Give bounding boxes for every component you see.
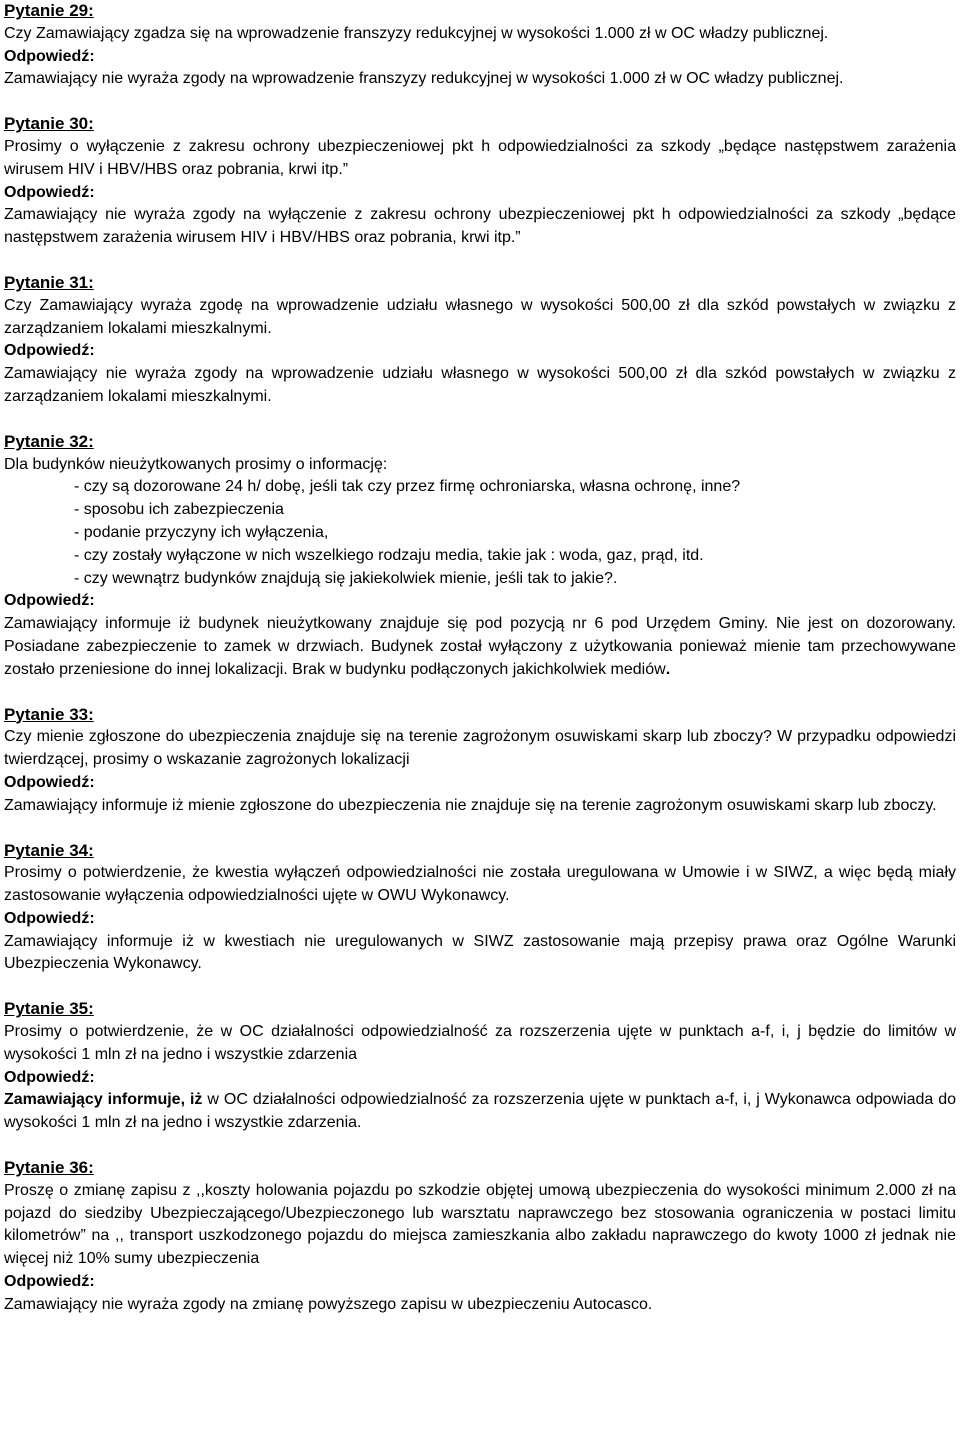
answer-text: w OC działalności odpowiedzialność za rozszerzenia ujęte w punktach a-f, i, j Wykonawca odpowiada do wysokości 1 mln zł na jedno i wszystkie zdarzenia. (4, 1091, 957, 1132)
answer-label: Odpowiedź: (4, 47, 95, 65)
list-item: - czy zostały wyłączone w nich wszelkiego rodzaju media, takie jak : woda, gaz, prąd, itd. (74, 546, 704, 564)
list-item: - czy są dozorowane 24 h/ dobę, jeśli tak czy przez firmę ochroniarska, własna ochronę, inne? (74, 478, 741, 496)
answer-text: Zamawiający nie wyraża zgody na wprowadzenie franszyzy redukcyjnej w wysokości 1.000 zł w OC władzy publicznej. (4, 70, 844, 88)
question-title: Pytanie 33: (4, 704, 94, 724)
question-text: Czy mienie zgłoszone do ubezpieczenia znajduje się na terenie zagrożonym osuwiskami skarp lub zboczy? W przypadku odpowiedzi twierdzącej, prosimy o wskazanie zagrożonych lokalizacji (4, 728, 956, 769)
question-32-section (4, 431, 956, 682)
answer-text: Zamawiający nie wyraża zgody na wprowadzenie udziału własnego w wysokości 500,00 zł dla szkód powstałych w związku z zarządzaniem lokalami mieszkalnymi. (4, 365, 956, 405)
answer-label: Odpowiedź: (4, 342, 95, 360)
question-30-section (4, 113, 956, 250)
answer-label: Odpowiedź: (4, 183, 95, 201)
question-text: Czy Zamawiający zgadza się na wprowadzenie franszyzy redukcyjnej w wysokości 1.000 zł w OC władzy publicznej. (4, 24, 829, 42)
answer-paragraph (4, 613, 956, 681)
answer-label: Odpowiedź: (4, 909, 95, 927)
question-title: Pytanie 30: (4, 114, 94, 134)
list-item: - sposobu ich zabezpieczenia (74, 501, 284, 519)
answer-text: Zamawiający nie wyraża zgody na wyłączenie z zakresu ochrony ubezpieczeniowej pkt h odpowiedzialności za szkody „będące następstwem zarażenia wirusem HIV i HBV/HBS oraz pobrania, krwi itp.” (4, 206, 956, 247)
question-title: Pytanie 29: (4, 1, 94, 20)
question-text: Dla budynków nieużytkowanych prosimy o informację: (4, 455, 388, 473)
question-text: Prosimy o potwierdzenie, że w OC działalności odpowiedzialność za rozszerzenia ujęte w punktach a-f, i, j będzie do limitów w wysokości 1 mln zł na jedno i wszystkie zdarzenia (4, 1023, 956, 1063)
question-35-section (4, 998, 956, 1135)
question-items-list (4, 476, 956, 590)
question-title: Pytanie 35: (4, 999, 94, 1019)
question-title: Pytanie 31: (4, 272, 94, 292)
answer-label: Odpowiedź: (4, 773, 95, 791)
question-title: Pytanie 36: (4, 1158, 94, 1178)
question-33-section (4, 704, 956, 818)
question-text: Czy Zamawiający wyraża zgodę na wprowadzenie udziału własnego w wysokości 500,00 zł dla szkód powstałych w związku z zarządzaniem lokalami mieszkalnymi. (4, 296, 956, 337)
list-item: - podanie przyczyny ich wyłączenia, (74, 523, 329, 541)
question-text: Proszę o zmianę zapisu z ,,koszty holowania pojazdu po szkodzie objętej umową ubezpieczenia do wysokości minimum 2.000 zł na pojazd do siedziby Ubezpieczającego/Ubezpieczonego lub warsztatu naprawczego bez stosowania ograniczenia w postaci limitu kilometrów” na ,, transport uszkodzonego pojazdu do miejsca zamieszkania albo zakładu naprawczego do kwoty 1000 zł jednak nie więcej niż 10% sumy ubezpieczenia (4, 1181, 956, 1268)
question-text: Prosimy o wyłączenie z zakresu ochrony ubezpieczeniowej pkt h odpowiedzialności za szkody „będące następstwem zarażenia wirusem HIV i HBV/HBS oraz pobrania, krwi itp.” (4, 137, 956, 178)
question-text: Prosimy o potwierdzenie, że kwestia wyłączeń odpowiedzialności nie została uregulowana w Umowie i w SIWZ, a więc będą miały zastosowanie wyłączenia odpowiedzialności ujęte w OWU Wykonawcy. (4, 864, 956, 905)
question-title: Pytanie 34: (4, 840, 94, 860)
answer-label: Odpowiedź: (4, 592, 95, 610)
question-title: Pytanie 32: (4, 431, 94, 451)
question-31-section (4, 272, 956, 409)
answer-text: Zamawiający informuje iż mienie zgłoszone do ubezpieczenia nie znajduje się na terenie zagrożonym osuwiskami skarp lub zboczy. (4, 796, 937, 814)
answer-label: Odpowiedź: (4, 1273, 95, 1291)
answer-text: Zamawiający informuje iż w kwestiach nie uregulowanych w SIWZ zastosowanie mają przepisy prawa oraz Ogólne Warunki Ubezpieczenia Wykonawcy. (4, 932, 956, 973)
answer-lead-bold: Zamawiający informuje, iż (4, 1091, 203, 1109)
answer-label: Odpowiedź: (4, 1068, 95, 1086)
answer-end-mark: . (665, 660, 671, 678)
list-item: - czy wewnątrz budynków znajdują się jakiekolwiek mienie, jeśli tak to jakie?. (74, 569, 618, 587)
answer-text: Zamawiający nie wyraża zgody na zmianę powyższego zapisu w ubezpieczeniu Autocasco. (4, 1295, 653, 1313)
question-36-section (4, 1157, 956, 1317)
answer-paragraph (4, 1089, 956, 1135)
answer-text: Zamawiający informuje iż budynek nieużytkowany znajduje się pod pozycją nr 6 pod Urzędem Gminy. Nie jest on dozorowany. Posiadane zabezpieczenie to zamek w drzwiach. Budynek został wyłączony z użytkowania ponieważ mienie tam przechowywane zostało przeniesione do innej lokalizacji. Brak w budynku podłączonych jakichkolwiek mediów (4, 615, 956, 678)
question-34-section (4, 840, 956, 977)
question-29-section (4, 0, 956, 91)
